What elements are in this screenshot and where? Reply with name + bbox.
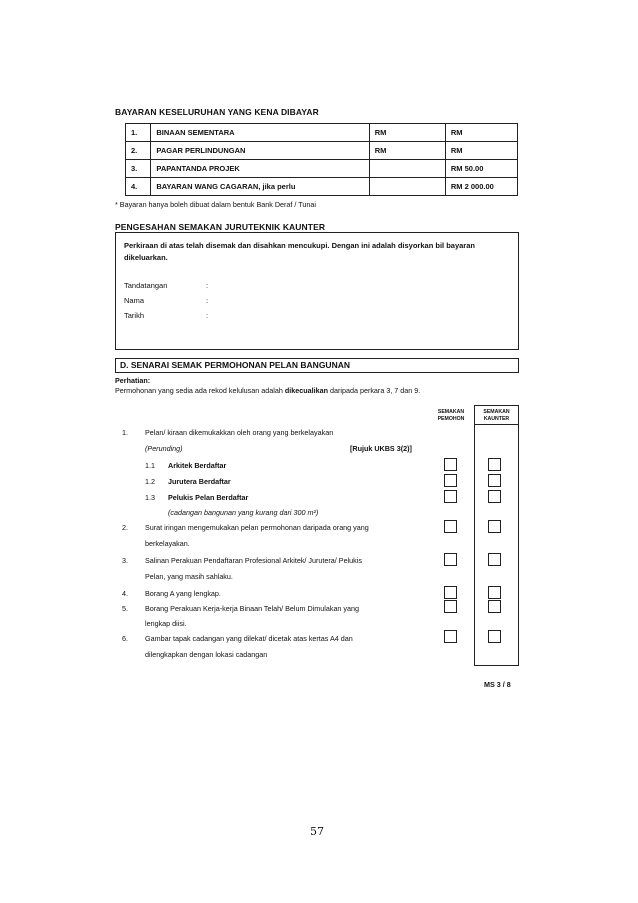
verification-box [115,232,519,350]
item-6-line1: Gambar tapak cadangan yang dilekat/ dicetak atas kertas A4 dan [145,634,353,643]
subitem-1-1-text: Arkitek Berdaftar [168,461,227,470]
payment-note: * Bayaran hanya boleh dibuat dalam bentuk Bank Deraf / Tunai [115,200,316,209]
item-5-num: 5. [122,604,128,613]
item-4-line1: Borang A yang lengkap. [145,589,221,598]
item-3-line1: Salinan Perakuan Pendaftaran Profesional Arkitek/ Jurutera/ Pelukis [145,556,362,565]
item-1-num: 1. [122,428,128,437]
checkbox-applicant-5[interactable] [444,600,457,613]
section-d-title: D. SENARAI SEMAK PERMOHONAN PELAN BANGUNAN [120,360,350,370]
payment-title: BAYARAN KESELURUHAN YANG KENA DIBAYAR [115,107,319,117]
attention-text [115,386,420,395]
item-5-line1: Borang Perakuan Kerja-kerja Binaan Telah/ Belum Dimulakan yang [145,604,360,613]
item-1-sub: (Perunding) [145,444,183,453]
subitem-1-3-num: 1.3 [145,493,155,502]
table-row [126,142,518,160]
payment-table [125,123,518,196]
item-4-num: 4. [122,589,128,598]
item-2-line2: berkelayakan. [145,539,190,548]
checkbox-applicant-4[interactable] [444,586,457,599]
item-1-ref: [Rujuk UKBS 3(2)] [350,444,412,453]
row-desc: BAYARAN WANG CAGARAN, jika perlu [151,178,369,196]
counter-header-divider [474,424,519,425]
table-row [126,160,518,178]
item-1-text: Pelan/ kiraan dikemukakkan oleh orang yang berkelayakan [145,428,334,437]
checkbox-counter-6[interactable] [488,630,501,643]
attention-label: Perhatian: [115,376,151,385]
row-num: 2. [126,142,151,160]
row-num: 4. [126,178,151,196]
name-separator: : [206,296,209,305]
subitem-1-2-text: Jurutera Berdaftar [168,477,231,486]
col-header-applicant [430,409,472,423]
row-num: 1. [126,124,151,142]
checkbox-applicant-1-3[interactable] [444,490,457,503]
checkbox-counter-5[interactable] [488,600,501,613]
page-number: 57 [310,825,324,838]
item-6-num: 6. [122,634,128,643]
checkbox-counter-4[interactable] [488,586,501,599]
subitem-1-2-num: 1.2 [145,477,155,486]
item-2-num: 2. [122,523,128,532]
item-3-line2: Pelan, yang masih sahlaku. [145,572,233,581]
date-separator: : [206,311,209,320]
row-amount-2: RM 2 000.00 [445,178,517,196]
row-amount-1 [369,178,445,196]
item-1-note: (cadangan bangunan yang kurang dari 300 m²) [168,508,319,517]
signature-label: Tandatangan [124,281,168,290]
item-6-line2: dilengkapkan dengan lokasi cadangan [145,650,268,659]
checkbox-applicant-1-2[interactable] [444,474,457,487]
signature-separator: : [206,281,209,290]
col-header-applicant-line1: SEMAKAN [437,409,465,415]
checkbox-counter-2[interactable] [488,520,501,533]
table-row [126,178,518,196]
col-header-counter-line2: KAUNTER [483,416,510,422]
checkbox-applicant-2[interactable] [444,520,457,533]
checkbox-applicant-6[interactable] [444,630,457,643]
row-amount-2: RM 50.00 [445,160,517,178]
verification-title: PENGESAHAN SEMAKAN JURUTEKNIK KAUNTER [115,222,326,232]
checkbox-counter-1-3[interactable] [488,490,501,503]
name-label: Nama [124,296,145,305]
row-amount-1: RM [369,142,445,160]
checkbox-counter-3[interactable] [488,553,501,566]
col-header-counter-line1: SEMAKAN [483,409,510,415]
col-header-applicant-line2: PEMOHON [437,416,465,422]
counter-column-box [474,405,519,666]
subitem-1-1-num: 1.1 [145,461,155,470]
row-amount-2: RM [445,124,517,142]
form-code: MS 3 / 8 [484,680,511,689]
attention-text-bold: dikecualikan [284,386,328,395]
row-desc: BINAAN SEMENTARA [151,124,369,142]
row-desc: PAGAR PERLINDUNGAN [151,142,369,160]
attention-text-post: daripada perkara 3, 7 dan 9. [327,386,421,395]
item-3-num: 3. [122,556,128,565]
date-label: Tarikh [124,311,145,320]
checkbox-applicant-3[interactable] [444,553,457,566]
item-2-line1: Surat iringan mengemukakan pelan permohonan daripada orang yang [145,523,369,532]
table-row [126,124,518,142]
row-amount-2: RM [445,142,517,160]
item-5-line2: lengkap diisi. [145,619,187,628]
attention-text-pre: Permohonan yang sedia ada rekod kelulusan adalah [115,386,285,395]
section-d-header [115,358,519,373]
verification-statement: Perkiraan di atas telah disemak dan disahkan mencukupi. Dengan ini adalah disyorkan bil bayaran dikeluarkan. [124,241,475,262]
row-amount-1: RM [369,124,445,142]
checkbox-applicant-1-1[interactable] [444,458,457,471]
col-header-counter [474,409,519,423]
row-desc: PAPANTANDA PROJEK [151,160,369,178]
checkbox-counter-1-2[interactable] [488,474,501,487]
subitem-1-3-text: Pelukis Pelan Berdaftar [168,493,249,502]
row-num: 3. [126,160,151,178]
row-amount-1 [369,160,445,178]
checkbox-counter-1-1[interactable] [488,458,501,471]
